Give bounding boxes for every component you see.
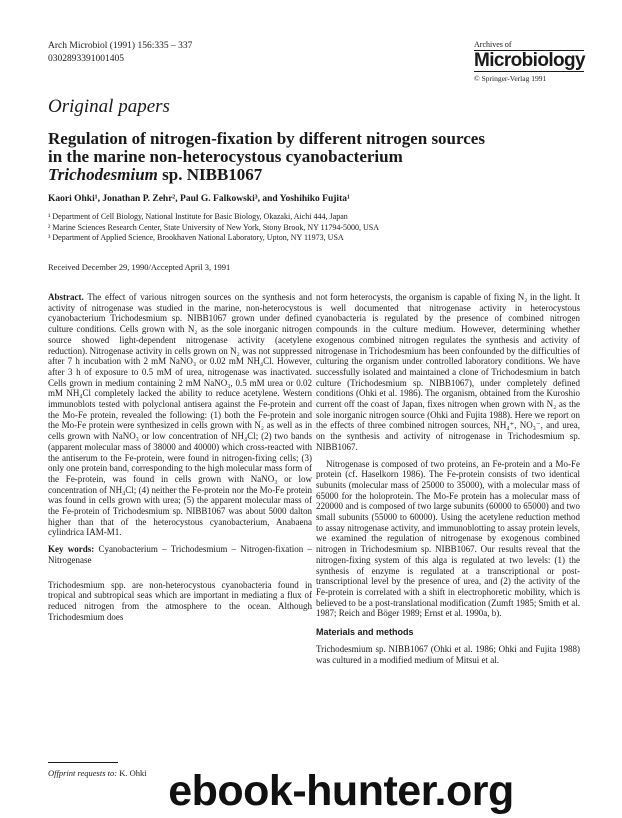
- keywords: [48, 544, 312, 565]
- abstract-label: Abstract.: [48, 292, 84, 302]
- right-column: [316, 292, 580, 671]
- methods-paragraph: Trichodesmium sp. NIBB1067 (Ohki et al. 1986; Ohki and Fujita 1988) was cultured in a modified medium of Mitsui et al.: [316, 643, 580, 665]
- affiliations: [48, 212, 588, 244]
- offprint-label: Offprint requests to:: [48, 768, 118, 778]
- journal-name: Microbiology: [474, 50, 586, 71]
- title-line-2: in the marine non-heterocystous cyanobacterium: [48, 147, 403, 166]
- left-column: [48, 292, 312, 628]
- methods-heading: Materials and methods: [316, 627, 414, 638]
- article-title: [48, 130, 588, 184]
- title-genus: Trichodesmium: [48, 165, 158, 184]
- abstract-text: The effect of various nitrogen sources on the synthesis and activity of nitrogenase was studied in the marine, non-heterocystous cyanobacterium Trichodesmium sp. NIBB1067 grown under defined culture conditions. Cells grown with N₂ as the sole inorganic nitrogen source showed light-dependent nitrogenase activity (acetylene reduction). Nitrogenase activity in cells grown on N₂ was not suppressed after 7 h incubation with 2 mM NaNO₃ or 0.02 mM NH₄Cl. However, after 3 h of exposure to 0.5 mM of urea, nitrogenase was inactivated. Cells grown in medium containing 2 mM NaNO₃, 0.5 mM urea or 0.02 mM NH₄Cl completely lacked the ability to reduce acetylene. Western immunoblots tested with polyclonal antisera against the Fe-protein and the Mo-Fe protein, revealed the following: (1) both the Fe-protein and the Mo-Fe protein were synthesized in cells grown with N₂ as well as in cells grown with NaNO₃ or low concentration of NH₄Cl; (2) two bands (apparent molecular mass of 38000 and 40000) which cross-reacted with the antiserum to the Fe-protein, were found in nitrogen-fixing cells; (3) only one protein band, corresponding to the high molecular mass form of the Fe-protein, was found in cells grown with NaNO₃ or low concentration of NH₄Cl; (4) neither the Fe-protein nor the Mo-Fe protein was found in cells grown with urea; (5) the apparent molecular mass of the Fe-protein of Trichodesmium sp. NIBB1067 was about 5000 dalton higher than that of the heterocystous cyanobacterium, Anabaena cylindrica IAM-M1.: [48, 292, 313, 538]
- title-strain: sp. NIBB1067: [162, 165, 263, 184]
- header-citation-block: [48, 40, 192, 66]
- footnote-rule: [48, 762, 118, 763]
- section-heading: Original papers: [48, 96, 170, 117]
- title-line-1: Regulation of nitrogen-fixation by different nitrogen sources: [48, 129, 485, 148]
- author-list: Kaori Ohki¹, Jonathan P. Zehr², Paul G. Falkowski³, and Yoshihiko Fujita¹: [48, 194, 350, 204]
- offprint-name: K. Ohki: [119, 768, 147, 778]
- intro-paragraph: Trichodesmium spp. are non-heterocystous cyanobacteria found in tropical and subtropical seas which are important in mediating a flux of reduced nitrogen from the atmosphere to the ocean. Although Trichodesmium does: [48, 579, 312, 622]
- received-date: Received December 29, 1990/Accepted April 3, 1991: [48, 262, 231, 272]
- abstract: [48, 292, 312, 538]
- watermark-text: ebook-hunter.org: [168, 767, 514, 815]
- article-code: 0302893391001405: [48, 54, 124, 64]
- copyright-notice: © Springer-Verlag 1991: [474, 74, 547, 83]
- title-line-3: [48, 166, 588, 184]
- affiliation-2: ² Marine Sciences Research Center, State University of New York, Stony Brook, NY 11794-5000, USA: [48, 222, 379, 232]
- keywords-label: Key words:: [48, 544, 95, 555]
- body-paragraph-2: Nitrogenase is composed of two proteins, an Fe-protein and a Mo-Fe protein (cf. Haselkorn 1986). The Fe-protein consists of two identical subunits (molecular mass of 25000 to 35000), with a molecular mass of 65000 for the holoprotein. The Mo-Fe protein has a molecular mass of 220000 and is composed of two large subunits (60000 to 65000) and two small subunits (55000 to 60000). Using the acetylene reduction method to assay nitrogenase activity, and immunoblotting to assay protein levels, we examined the regulation of nitrogenase by exogenous combined nitrogen in Trichodesmium sp. NIBB1067. Our results reveal that the nitrogen-fixing system of this alga is regulated at two levels: (1) the synthesis of enzyme is regulated at a transcriptional or post-transcriptional level by the presence of urea, and (2) the activity of the Fe-protein is correlated with a shift in electrophoretic mobility, which is believed to be a post-translational modification (Zumft 1985; Smith et al. 1987; Reich and Böger 1989; Ernst et al. 1990a, b).: [316, 458, 580, 619]
- journal-logo: [474, 40, 584, 84]
- journal-citation: Arch Microbiol (1991) 156:335 – 337: [48, 41, 193, 51]
- keywords-text: Cyanobacterium – Trichodesmium – Nitrogen-fixation – Nitrogenase: [48, 544, 312, 565]
- body-paragraph-1: not form heterocysts, the organism is capable of fixing N₂ in the light. It is well documented that nitrogenase activity in heterocystous cyanobacteria is regulated by the presence of combined nitrogen compounds in the culture medium. However, determining whether exogenous combined nitrogen regulates the synthesis and activity of nitrogenase in Trichodesmium has been confounded by the difficulties of culturing the organism under controlled laboratory conditions. We have successfully isolated and maintained a clone of Trichodesmium in batch culture (Trichodesmium sp. NIBB1067), under completely defined conditions (Ohki et al. 1986). The organism, obtained from the Kuroshio current off the coast of Japan, fixes nitrogen when grown with N₂ as the sole inorganic nitrogen source (Ohki and Fujita 1988). Here we report on the effects of three combined nitrogen sources, NH₄⁺, NO₃⁻, and urea, on the synthesis and activity of nitrogenase in Trichodesmium sp. NIBB1067.: [316, 292, 580, 452]
- affiliation-1: ¹ Department of Cell Biology, National Institute for Basic Biology, Okazaki, Aichi 444, Japan: [48, 212, 348, 221]
- affiliation-3: ³ Department of Applied Science, Brookhaven National Laboratory, Upton, NY 11973, USA: [48, 233, 344, 242]
- journal-prefix: Archives of: [474, 40, 512, 49]
